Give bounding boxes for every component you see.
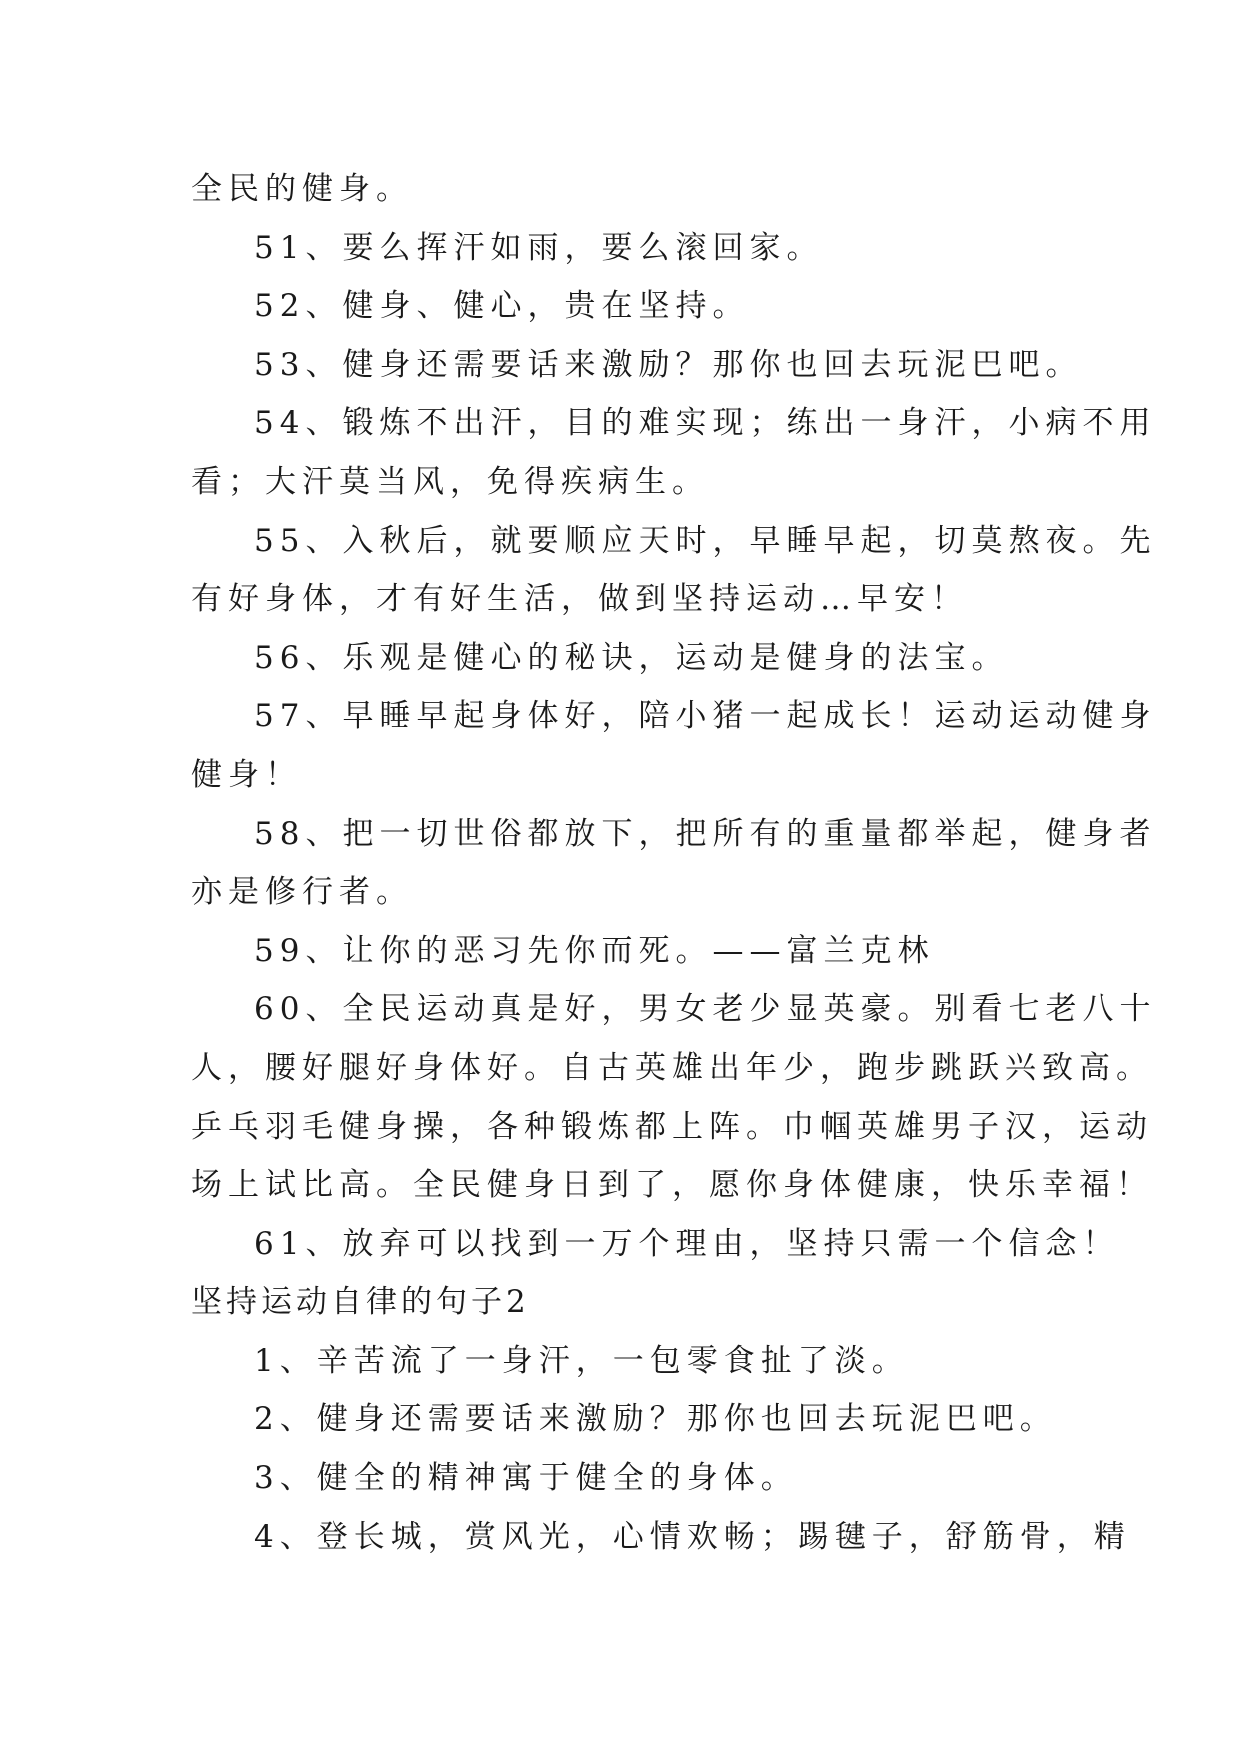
text-line: 看；大汗莫当风，免得疾病生。 [191,463,709,500]
list-item: 56、乐观是健心的秘诀，运动是健身的法宝。 [254,639,1009,676]
list-item: 54、锻炼不出汗，目的难实现；练出一身汗，小病不用 [254,405,1157,442]
list-item: 1、辛苦流了一身汗，一包零食扯了淡。 [254,1342,909,1379]
text-line: 健身！ [191,756,302,793]
list-item: 59、让你的恶习先你而死。——富兰克林 [254,932,935,969]
list-item: 4、登长城，赏风光，心情欢畅；踢毽子，舒筋骨，精 [254,1518,1131,1555]
list-item: 52、健身、健心，贵在坚持。 [254,288,750,325]
list-item: 57、早睡早起身体好，陪小猪一起成长！运动运动健身 [254,698,1157,735]
document-body [191,160,1157,1566]
section-heading: 坚持运动自律的句子2 [191,1284,530,1321]
text-line: 全民的健身。 [191,171,413,207]
list-item: 51、要么挥汗如雨，要么滚回家。 [254,229,824,266]
text-line: 场上试比高。全民健身日到了，愿你身体健康，快乐幸福！ [191,1167,1153,1204]
list-item: 61、放弃可以找到一万个理由，坚持只需一个信念！ [254,1225,1120,1262]
list-item: 53、健身还需要话来激励？那你也回去玩泥巴吧。 [254,346,1083,383]
list-item: 58、把一切世俗都放下，把所有的重量都举起，健身者 [254,815,1157,852]
list-item: 2、健身还需要话来激励？那你也回去玩泥巴吧。 [254,1401,1057,1438]
text-line: 亦是修行者。 [191,874,413,911]
list-item: 60、全民运动真是好，男女老少显英豪。别看七老八十 [254,991,1157,1028]
text-line: 有好身体，才有好生活，做到坚持运动…早安！ [191,581,968,618]
list-item: 3、健全的精神寓于健全的身体。 [254,1460,798,1497]
list-item: 55、入秋后，就要顺应天时，早睡早起，切莫熬夜。先 [254,522,1157,559]
text-line: 人，腰好腿好身体好。自古英雄出年少，跑步跳跃兴致高。 [191,1049,1153,1086]
text-line: 乒乓羽毛健身操，各种锻炼都上阵。巾帼英雄男子汉，运动 [191,1108,1153,1145]
